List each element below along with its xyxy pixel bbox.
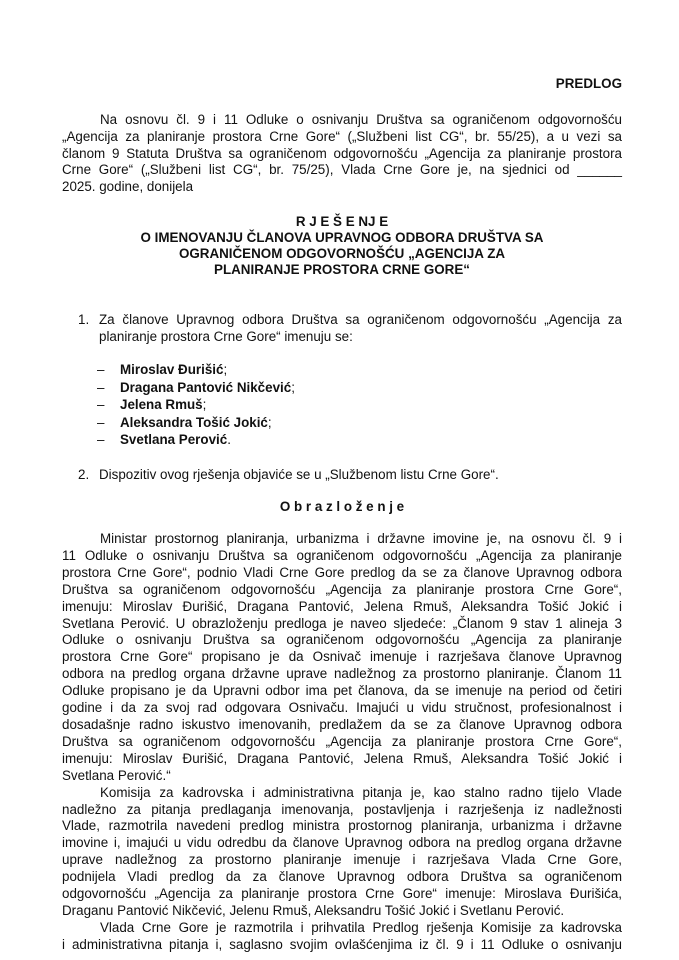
text-line: Dispozitiv ovog rješenja objaviće se u „Službenom listu Crne Gore“. [99, 467, 499, 482]
text-line: Društva sa ograničenom odgovornošću „Agencija za planiranje prostora Crne Gore“, [62, 733, 622, 749]
decision-item-2 [78, 467, 622, 484]
text-line: nadležno za pitanja predlaganja imenovanja, postavljenja i razrješenja iz nadležnosti [62, 801, 622, 817]
proposal-label: PREDLOG [555, 76, 622, 91]
item-number: 1. [78, 312, 90, 327]
text-line: prostora Crne Gore“ propisano je da Osnivač imenuje i razrješava članove Upravnog [62, 649, 622, 665]
member-name: Aleksandra Tošić Jokić [120, 414, 268, 430]
list-item [97, 361, 295, 379]
text-line: dosadašnje radno iskustvo imenovanih, predlažem da se za članove Upravnog odbora [62, 716, 622, 732]
reasoning-body [62, 531, 622, 954]
text-line: uprave nadležnog za prostorno planiranje imenuje i razrješava Vlada Crne Gore, [62, 852, 622, 868]
text-line: imenuju: Miroslav Đurišić, Dragana Pantović, Jelena Rmuš, Aleksandra Tošić Jokić i [62, 750, 622, 766]
dash-bullet: – [97, 432, 105, 448]
punctuation: ; [202, 397, 207, 413]
text-line: Crne Gore“ („Službeni list CG“, br. 75/25), Vlada Crne Gore je, na sjednici od ______ [62, 162, 622, 178]
text-line: Svetlana Perović.“ [62, 767, 171, 783]
member-list [97, 361, 295, 449]
text-line: članom 9 Statuta Društva sa ograničenom odgovornošću „Agencija za planiranje prostora [62, 145, 622, 161]
document-title [62, 214, 622, 278]
text-line: imenuju: Miroslav Đurišić, Dragana Pantović, Jelena Rmuš, Aleksandra Tošić Jokić i [62, 598, 622, 614]
title-line: PLANIRANJE PROSTORA CRNE GORE“ [214, 262, 470, 277]
dash-bullet: – [97, 397, 105, 413]
text-line: Za članove Upravnog odbora Društva sa ograničenom odgovornošću „Agencija za [99, 312, 622, 327]
member-name: Dragana Pantović Nikčević [120, 379, 292, 395]
member-name: Miroslav Đurišić [120, 362, 224, 377]
punctuation: ; [291, 379, 295, 395]
dash-bullet: – [97, 362, 105, 377]
title-line: OGRANIČENOM ODGOVORNOŠĆU „AGENCIJA ZA [178, 246, 506, 261]
text-line: planiranje prostora Crne Gore“ imenuju se: [99, 328, 353, 344]
preamble [62, 112, 622, 196]
text-line: imovine i, imajući u vidu odredbu da članove Upravnog odbora na predlog organa državne [62, 835, 622, 851]
punctuation: ; [223, 362, 228, 377]
member-name: Jelena Rmuš [120, 397, 203, 413]
item-number: 2. [78, 467, 90, 482]
text-line: Vlade, razmotrila navedeni predlog ministra prostornog planiranja, urbanizma i državne [62, 818, 622, 834]
text-line: Komisija za kadrovska i administrativna pitanja je, kao stalno radno tijelo Vlade [100, 784, 622, 800]
text-line: odgovornošću „Agencija za planiranje prostora Crne Gore“ imenuje: Miroslava Đurišića, [62, 886, 622, 902]
text-line: Draganu Pantović Nikčević, Jelenu Rmuš, Aleksandru Tošić Jokić i Svetlanu Perović. [62, 902, 565, 918]
text-line: odbora na predlog organa državne uprave nadležnog za prostorno planiranje. Članom 11 [62, 666, 622, 682]
text-line: Društva sa ograničenom odgovornošću „Agencija za planiranje prostora Crne Gore“, [62, 581, 622, 597]
text-line: Odluke propisano je da Upravni odbor ima pet članova, da se imenuje na period od četiri [62, 683, 622, 699]
decision-item-1 [78, 312, 622, 346]
list-item [97, 396, 295, 414]
text-line: prostora Crne Gore“, podnio Vladi Crne Gore predlog da se za članove Upravnog odbora [62, 564, 622, 580]
dash-bullet: – [97, 414, 105, 430]
text-line: podnijela Vladi predlog da za članove Upravnog odbora Društva sa ograničenom [62, 869, 622, 885]
member-name: Svetlana Perović [120, 432, 228, 448]
punctuation: . [227, 432, 231, 448]
text-line: godine i da za svoj rad odgovara Osnivaču. Imajući u vidu stručnost, profesionalnost i [62, 700, 622, 716]
text-line: 2025. godine, donijela [62, 179, 194, 195]
text-line: i administrativna pitanja i, saglasno svojim ovlašćenjima iz čl. 9 i 11 Odluke o osnivanju [62, 936, 622, 952]
list-item [97, 414, 295, 432]
text-line: Svetlana Perović. U obrazloženju predloga je naveo sljedeće: „Članom 9 stav 1 alineja 3 [62, 615, 622, 631]
title-line: O IMENOVANJU ČLANOVA UPRAVNOG ODBORA DRUŠTVA SA [140, 230, 544, 245]
dash-bullet: – [97, 379, 105, 395]
reasoning-heading: O b r a z l o ž e n j e [279, 499, 405, 514]
text-line: Odluke o osnivanju Društva sa ograničenom odgovornošću „Agencija za planiranje [62, 632, 622, 648]
text-line: Na osnovu čl. 9 i 11 Odluke o osnivanju Društva sa ograničenom odgovornošću [100, 112, 622, 127]
text-line: Ministar prostornog planiranja, urbanizma i državne imovine je, na osnovu čl. 9 i [100, 531, 622, 546]
list-item [97, 431, 295, 449]
title-line: R J E Š E NJ E [295, 214, 389, 229]
list-item [97, 379, 295, 397]
text-line: 11 Odluke o osnivanju Društva sa ograničenom odgovornošću „Agencija za planiranje [62, 547, 622, 563]
text-line: Vlada Crne Gore je razmotrila i prihvatila Predlog rješenja Komisije za kadrovska [100, 919, 622, 935]
punctuation: ; [267, 414, 272, 430]
text-line: „Agencija za planiranje prostora Crne Gore“ („Službeni list CG“, br. 55/25), a u vezi sa [62, 128, 622, 144]
